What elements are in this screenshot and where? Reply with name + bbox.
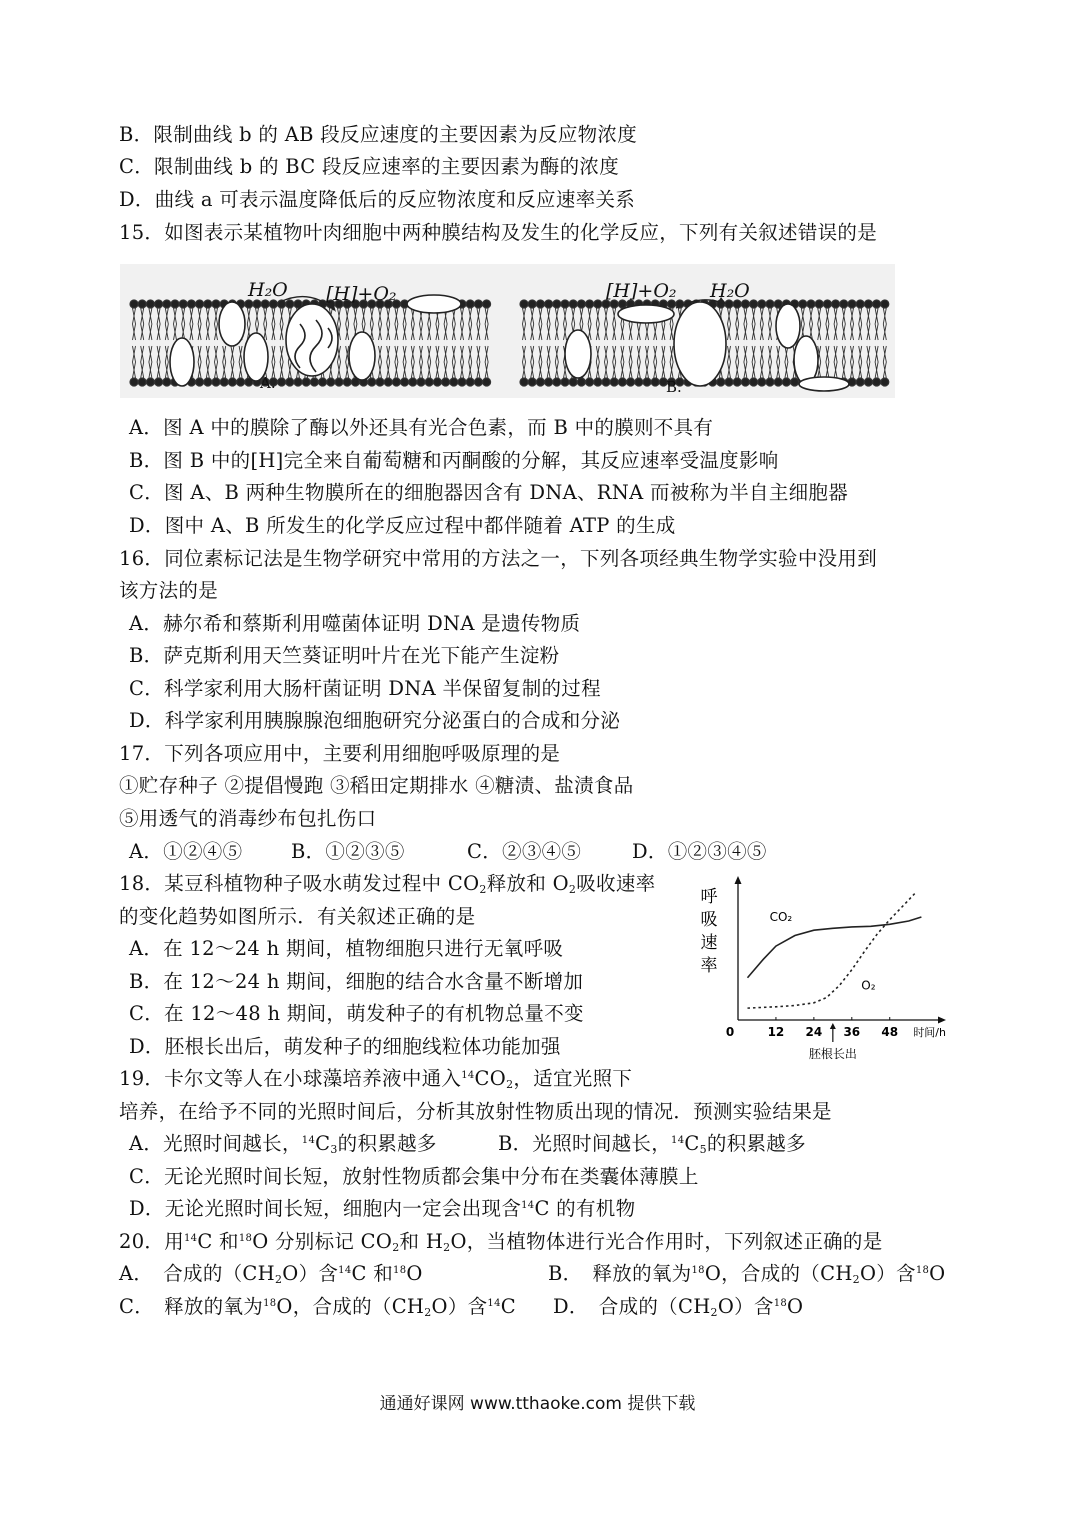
lipid-head bbox=[204, 378, 212, 386]
x-tick-label: 0 bbox=[725, 1025, 735, 1039]
q17-option-c: C．②③④⑤ bbox=[467, 840, 582, 863]
lipid-head bbox=[791, 378, 799, 386]
membrane-b-protein bbox=[674, 302, 726, 386]
lipid-tail bbox=[264, 308, 267, 340]
lipid-tail bbox=[769, 346, 772, 378]
lipid-tail bbox=[834, 308, 837, 340]
lipid-head bbox=[146, 300, 154, 308]
lipid-head bbox=[561, 378, 569, 386]
lipid-tail bbox=[605, 308, 608, 340]
lipid-tail bbox=[555, 308, 558, 340]
lipid-tail bbox=[411, 346, 414, 378]
lipid-head bbox=[286, 378, 294, 386]
lipid-head bbox=[536, 300, 544, 308]
q16-stem-line2: 该方法的是 bbox=[119, 579, 219, 602]
lipid-tail bbox=[834, 346, 837, 378]
lipid-head bbox=[815, 300, 823, 308]
lipid-head bbox=[873, 300, 881, 308]
lipid-tail bbox=[436, 346, 439, 378]
lipid-head bbox=[758, 300, 766, 308]
lipid-tail bbox=[280, 308, 283, 340]
series-line-co2 bbox=[747, 917, 921, 978]
lipid-tail bbox=[883, 346, 886, 378]
lipid-tail bbox=[395, 346, 398, 378]
q17-option-b: B．①②③⑤ bbox=[291, 840, 405, 863]
lipid-head bbox=[856, 300, 864, 308]
lipid-tail bbox=[547, 308, 550, 340]
lipid-tail bbox=[777, 346, 780, 378]
lipid-tail bbox=[379, 346, 382, 378]
lipid-tail bbox=[272, 308, 275, 340]
lipid-tail bbox=[728, 346, 731, 378]
page-footer: 通通好课网 www.tthaoke.com 提供下载 bbox=[379, 1394, 696, 1414]
lipid-head bbox=[774, 378, 782, 386]
q19-option-b: B．光照时间越长，$^{14}C_5$的积累越多 bbox=[498, 1132, 806, 1156]
label-membrane-b: B. bbox=[666, 378, 682, 396]
lipid-tail bbox=[190, 308, 193, 340]
lipid-head bbox=[450, 378, 458, 386]
lipid-head bbox=[196, 378, 204, 386]
lipid-tail bbox=[206, 308, 209, 340]
lipid-head bbox=[864, 378, 872, 386]
lipid-head bbox=[138, 378, 146, 386]
lipid-tail bbox=[403, 308, 406, 340]
q17-items-line2: ⑤用透气的消毒纱布包扎伤口 bbox=[119, 807, 377, 830]
lipid-tail bbox=[760, 308, 763, 340]
lipid-head bbox=[577, 300, 585, 308]
lipid-tail bbox=[801, 308, 804, 340]
q20-option-d: D． 合成的$(CH_2O)$含$^{18}$O bbox=[553, 1295, 804, 1319]
membrane-b-protein bbox=[618, 305, 674, 323]
lipid-tail bbox=[469, 346, 472, 378]
lipid-head bbox=[635, 378, 643, 386]
lipid-head bbox=[146, 378, 154, 386]
lipid-tail bbox=[752, 346, 755, 378]
lipid-tail bbox=[239, 346, 242, 378]
label-membrane-a: A. bbox=[260, 374, 276, 392]
lipid-head bbox=[212, 378, 220, 386]
lipid-head bbox=[561, 300, 569, 308]
lipid-head bbox=[758, 378, 766, 386]
lipid-tail bbox=[485, 346, 488, 378]
lipid-head bbox=[130, 378, 138, 386]
lipid-tail bbox=[485, 308, 488, 340]
lipid-head bbox=[466, 300, 474, 308]
lipid-head bbox=[442, 378, 450, 386]
lipid-tail bbox=[662, 346, 665, 378]
lipid-tail bbox=[206, 346, 209, 378]
lipid-head bbox=[766, 378, 774, 386]
lipid-head bbox=[155, 378, 163, 386]
respiration-rate-chart bbox=[690, 870, 960, 1070]
lipid-tail bbox=[859, 308, 862, 340]
lipid-tail bbox=[452, 346, 455, 378]
lipid-head bbox=[130, 300, 138, 308]
lipid-head bbox=[458, 378, 466, 386]
lipid-head bbox=[528, 378, 536, 386]
lipid-tail bbox=[883, 308, 886, 340]
lipid-tail bbox=[596, 346, 599, 378]
q20-option-c: C． 释放的氧为$^{18}$O，合成的$(CH_2O)$含$^{14}$C bbox=[119, 1295, 516, 1319]
x-axis-arrow bbox=[938, 1017, 946, 1024]
lipid-head bbox=[212, 300, 220, 308]
lipid-tail bbox=[182, 308, 185, 340]
q15-option-d: D．图中 A、B 所发生的化学反应过程中都伴随着 ATP 的生成 bbox=[129, 514, 676, 537]
q14-option-d: D．曲线 a 可表示温度降低后的反应物浓度和反应速率关系 bbox=[119, 188, 636, 211]
q20-stem: 20．用$^{14}$C 和$^{18}$O 分别标记 $CO_2$和 $H_2O$，当植物体进行光合作用时，下列叙述正确的是 bbox=[119, 1230, 883, 1254]
q19-option-d: D．无论光照时间长短，细胞内一定会出现含$^{14}$C 的有机物 bbox=[129, 1197, 636, 1220]
lipid-head bbox=[204, 300, 212, 308]
lipid-tail bbox=[157, 308, 160, 340]
lipid-head bbox=[483, 300, 491, 308]
q17-option-a: A．①②④⑤ bbox=[129, 840, 243, 863]
lipid-head bbox=[409, 378, 417, 386]
lipid-tail bbox=[842, 308, 845, 340]
lipid-head bbox=[553, 378, 561, 386]
q18-option-d: D．胚根长出后，萌发种子的细胞线粒体功能加强 bbox=[129, 1035, 561, 1058]
membrane-a-protein bbox=[349, 332, 375, 380]
q16-stem-line1: 16．同位素标记法是生物学研究中常用的方法之一，下列各项经典生物学实验中没用到 bbox=[119, 547, 878, 570]
lipid-tail bbox=[477, 346, 480, 378]
lipid-head bbox=[278, 378, 286, 386]
lipid-head bbox=[269, 300, 277, 308]
q20-option-a: A． 合成的$(CH_2O)$含$^{14}$C 和$^{18}$O bbox=[119, 1262, 423, 1286]
lipid-tail bbox=[231, 346, 234, 378]
lipid-tail bbox=[387, 308, 390, 340]
lipid-head bbox=[171, 300, 179, 308]
lipid-head bbox=[545, 300, 553, 308]
lipid-tail bbox=[555, 346, 558, 378]
lipid-head bbox=[725, 378, 733, 386]
annotation-arrowhead bbox=[830, 1023, 836, 1029]
q15-option-b: B．图 B 中的[H]完全来自葡萄糖和丙酮酸的分解，其反应速率受温度影响 bbox=[129, 449, 779, 472]
lipid-head bbox=[594, 300, 602, 308]
lipid-head bbox=[302, 378, 310, 386]
q15-option-c: C．图 A、B 两种生物膜所在的细胞器因含有 DNA、RNA 而被称为半自主细胞器 bbox=[129, 481, 849, 504]
lipid-head bbox=[179, 300, 187, 308]
lipid-tail bbox=[165, 346, 168, 378]
membrane-b-protein bbox=[776, 304, 800, 348]
lipid-head bbox=[643, 378, 651, 386]
lipid-head bbox=[253, 300, 261, 308]
series-label-o2: O₂ bbox=[861, 978, 876, 993]
lipid-head bbox=[401, 378, 409, 386]
lipid-head bbox=[553, 300, 561, 308]
lipid-tail bbox=[411, 308, 414, 340]
lipid-tail bbox=[637, 346, 640, 378]
y-axis-label: 速 bbox=[700, 933, 718, 953]
lipid-tail bbox=[867, 346, 870, 378]
q19-stem-line1: 19．卡尔文等人在小球藻培养液中通入$^{14}CO_2$，适宜光照下 bbox=[119, 1067, 633, 1091]
lipid-head bbox=[155, 300, 163, 308]
lipid-tail bbox=[736, 346, 739, 378]
lipid-tail bbox=[810, 308, 813, 340]
lipid-tail bbox=[875, 346, 878, 378]
lipid-head bbox=[474, 378, 482, 386]
lipid-head bbox=[774, 300, 782, 308]
q20-option-b: B． 释放的氧为$^{18}$O，合成的$(CH_2O)$含$^{18}$O bbox=[548, 1262, 946, 1286]
lipid-head bbox=[474, 300, 482, 308]
lipid-head bbox=[602, 378, 610, 386]
lipid-tail bbox=[461, 346, 464, 378]
lipid-head bbox=[610, 378, 618, 386]
lipid-tail bbox=[428, 346, 431, 378]
lipid-tail bbox=[826, 308, 829, 340]
lipid-tail bbox=[280, 346, 283, 378]
lipid-tail bbox=[370, 308, 373, 340]
lipid-tail bbox=[728, 308, 731, 340]
lipid-tail bbox=[149, 346, 152, 378]
lipid-head bbox=[327, 378, 335, 386]
q14-option-b: B．限制曲线 b 的 AB 段反应速度的主要因素为反应物浓度 bbox=[119, 123, 638, 146]
lipid-head bbox=[807, 300, 815, 308]
lipid-head bbox=[856, 378, 864, 386]
lipid-tail bbox=[452, 308, 455, 340]
membrane-b-protein bbox=[799, 377, 849, 391]
lipid-head bbox=[586, 378, 594, 386]
q14-option-c: C．限制曲线 b 的 BC 段反应速率的主要因素为酶的浓度 bbox=[119, 155, 620, 178]
lipid-head bbox=[228, 378, 236, 386]
lipid-head bbox=[433, 378, 441, 386]
lipid-head bbox=[417, 378, 425, 386]
lipid-tail bbox=[174, 308, 177, 340]
lipid-tail bbox=[531, 308, 534, 340]
lipid-tail bbox=[165, 308, 168, 340]
lipid-head bbox=[310, 378, 318, 386]
q18-option-c: C．在 12～48 h 期间，萌发种子的有机物总量不变 bbox=[129, 1002, 584, 1025]
q15-option-a: A．图 A 中的膜除了酶以外还具有光合色素，而 B 中的膜则不具有 bbox=[129, 416, 714, 439]
lipid-head bbox=[138, 300, 146, 308]
lipid-tail bbox=[379, 308, 382, 340]
lipid-head bbox=[425, 378, 433, 386]
lipid-head bbox=[196, 300, 204, 308]
lipid-tail bbox=[403, 346, 406, 378]
lipid-head bbox=[864, 300, 872, 308]
lipid-tail bbox=[596, 308, 599, 340]
lipid-head bbox=[627, 378, 635, 386]
q17-items-line1: ①贮存种子 ②提倡慢跑 ③稻田定期排水 ④糖渍、盐渍食品 bbox=[119, 774, 634, 797]
lipid-head bbox=[848, 300, 856, 308]
lipid-tail bbox=[621, 346, 624, 378]
lipid-head bbox=[376, 378, 384, 386]
lipid-tail bbox=[531, 346, 534, 378]
y-axis-label: 呼 bbox=[700, 887, 718, 907]
lipid-tail bbox=[420, 346, 423, 378]
lipid-head bbox=[245, 300, 253, 308]
lipid-head bbox=[766, 300, 774, 308]
x-tick-label: 36 bbox=[843, 1025, 861, 1039]
label-b-h2o: H₂O bbox=[710, 280, 750, 302]
lipid-tail bbox=[564, 308, 567, 340]
lipid-head bbox=[873, 378, 881, 386]
q16-option-b: B．萨克斯利用天竺葵证明叶片在光下能产生淀粉 bbox=[129, 644, 560, 667]
lipid-tail bbox=[469, 308, 472, 340]
membrane-figure bbox=[120, 264, 895, 398]
membrane-b-protein bbox=[565, 330, 591, 378]
lipid-tail bbox=[842, 346, 845, 378]
lipid-head bbox=[651, 378, 659, 386]
lipid-head bbox=[384, 378, 392, 386]
lipid-tail bbox=[654, 346, 657, 378]
lipid-tail bbox=[547, 346, 550, 378]
lipid-head bbox=[741, 378, 749, 386]
x-tick-label: 24 bbox=[805, 1025, 823, 1039]
x-tick-label: 48 bbox=[881, 1025, 899, 1039]
lipid-tail bbox=[141, 346, 144, 378]
lipid-tail bbox=[395, 308, 398, 340]
lipid-tail bbox=[605, 346, 608, 378]
q18-stem-line1: 18．某豆科植物种子吸水萌发过程中 $CO_2$释放和 $O_2$吸收速率 bbox=[119, 872, 656, 896]
lipid-tail bbox=[198, 308, 201, 340]
lipid-tail bbox=[215, 346, 218, 378]
membrane-a-protein bbox=[170, 338, 194, 386]
q16-option-a: A．赫尔希和蔡斯利用噬菌体证明 DNA 是遗传物质 bbox=[129, 612, 581, 635]
lipid-tail bbox=[133, 308, 136, 340]
label-a-h2o: H₂O bbox=[248, 279, 288, 301]
lipid-tail bbox=[387, 346, 390, 378]
lipid-tail bbox=[461, 308, 464, 340]
lipid-head bbox=[750, 378, 758, 386]
lipid-tail bbox=[859, 346, 862, 378]
x-tick-label: 12 bbox=[767, 1025, 785, 1039]
lipid-tail bbox=[818, 308, 821, 340]
lipid-tail bbox=[223, 346, 226, 378]
lipid-head bbox=[586, 300, 594, 308]
lipid-tail bbox=[744, 308, 747, 340]
lipid-head bbox=[569, 300, 577, 308]
lipid-head bbox=[319, 378, 327, 386]
lipid-head bbox=[466, 378, 474, 386]
lipid-tail bbox=[588, 308, 591, 340]
lipid-tail bbox=[744, 346, 747, 378]
lipid-head bbox=[220, 378, 228, 386]
membrane-a-protein bbox=[219, 302, 245, 346]
lipid-tail bbox=[198, 346, 201, 378]
lipid-tail bbox=[752, 308, 755, 340]
y-axis-label: 吸 bbox=[700, 910, 718, 930]
lipid-tail bbox=[539, 308, 542, 340]
lipid-head bbox=[528, 300, 536, 308]
lipid-tail bbox=[613, 346, 616, 378]
lipid-head bbox=[163, 300, 171, 308]
q19-stem-line2: 培养，在给予不同的光照时间后，分析其放射性物质出现的情况．预测实验结果是 bbox=[119, 1100, 832, 1123]
lipid-tail bbox=[670, 346, 673, 378]
y-axis-arrow bbox=[735, 876, 742, 884]
lipid-head bbox=[717, 378, 725, 386]
lipid-tail bbox=[346, 346, 349, 378]
q19-option-a: A．光照时间越长，$^{14}C_3$的积累越多 bbox=[129, 1132, 437, 1156]
label-a-products: [H]+O₂ bbox=[326, 283, 397, 305]
lipid-tail bbox=[141, 308, 144, 340]
lipid-tail bbox=[826, 346, 829, 378]
lipid-head bbox=[286, 300, 294, 308]
lipid-tail bbox=[785, 346, 788, 378]
q18-stem-line2: 的变化趋势如图所示．有关叙述正确的是 bbox=[119, 905, 476, 928]
lipid-tail bbox=[760, 346, 763, 378]
lipid-head bbox=[335, 378, 343, 386]
q16-option-c: C．科学家利用大肠杆菌证明 DNA 半保留复制的过程 bbox=[129, 677, 601, 700]
lipid-tail bbox=[133, 346, 136, 378]
lipid-head bbox=[520, 300, 528, 308]
lipid-tail bbox=[444, 346, 447, 378]
lipid-tail bbox=[523, 346, 526, 378]
lipid-head bbox=[343, 378, 351, 386]
lipid-head bbox=[832, 300, 840, 308]
q17-stem: 17．下列各项应用中，主要利用细胞呼吸原理的是 bbox=[119, 742, 561, 765]
lipid-head bbox=[823, 300, 831, 308]
lipid-tail bbox=[851, 308, 854, 340]
lipid-tail bbox=[215, 308, 218, 340]
lipid-head bbox=[881, 378, 889, 386]
lipid-head bbox=[545, 378, 553, 386]
lipid-tail bbox=[851, 346, 854, 378]
lipid-head bbox=[733, 378, 741, 386]
lipid-tail bbox=[338, 346, 341, 378]
lipid-tail bbox=[629, 346, 632, 378]
lipid-tail bbox=[646, 346, 649, 378]
lipid-head bbox=[536, 378, 544, 386]
q15-stem: 15．如图表示某植物叶肉细胞中两种膜结构及发生的化学反应，下列有关叙述错误的是 bbox=[119, 221, 878, 244]
lipid-tail bbox=[613, 308, 616, 340]
lipid-head bbox=[840, 300, 848, 308]
lipid-tail bbox=[149, 308, 152, 340]
lipid-tail bbox=[346, 308, 349, 340]
label-b-reactants: [H]+O₂ bbox=[606, 280, 677, 302]
q16-option-d: D．科学家利用胰腺腺泡细胞研究分泌蛋白的合成和分泌 bbox=[129, 709, 621, 732]
lipid-tail bbox=[477, 308, 480, 340]
lipid-tail bbox=[539, 346, 542, 378]
lipid-head bbox=[237, 378, 245, 386]
lipid-head bbox=[799, 300, 807, 308]
lipid-head bbox=[594, 378, 602, 386]
annotation-label: 胚根长出 bbox=[808, 1047, 857, 1061]
lipid-head bbox=[294, 378, 302, 386]
lipid-head bbox=[187, 300, 195, 308]
q17-option-d: D．①②③④⑤ bbox=[632, 840, 767, 863]
series-label-co2: CO₂ bbox=[769, 909, 793, 924]
lipid-tail bbox=[867, 308, 870, 340]
lipid-head bbox=[261, 300, 269, 308]
lipid-head bbox=[782, 378, 790, 386]
lipid-tail bbox=[736, 308, 739, 340]
y-axis-label: 率 bbox=[700, 956, 718, 976]
lipid-head bbox=[520, 378, 528, 386]
lipid-head bbox=[392, 378, 400, 386]
lipid-head bbox=[750, 300, 758, 308]
lipid-tail bbox=[769, 308, 772, 340]
lipid-head bbox=[577, 378, 585, 386]
lipid-head bbox=[163, 378, 171, 386]
q19-option-c: C．无论光照时间长短，放射性物质都会集中分布在类囊体薄膜上 bbox=[129, 1165, 699, 1188]
lipid-tail bbox=[523, 308, 526, 340]
lipid-head bbox=[881, 300, 889, 308]
x-axis-label: 时间/h bbox=[913, 1026, 946, 1039]
lipid-tail bbox=[157, 346, 160, 378]
lipid-tail bbox=[875, 308, 878, 340]
lipid-head bbox=[483, 378, 491, 386]
lipid-head bbox=[618, 378, 626, 386]
q18-option-b: B．在 12～24 h 期间，细胞的结合水含量不断增加 bbox=[129, 970, 584, 993]
lipid-head bbox=[368, 378, 376, 386]
membrane-a-protein bbox=[407, 295, 461, 313]
lipid-head bbox=[569, 378, 577, 386]
q18-option-a: A．在 12～24 h 期间，植物细胞只进行无氧呼吸 bbox=[129, 937, 564, 960]
